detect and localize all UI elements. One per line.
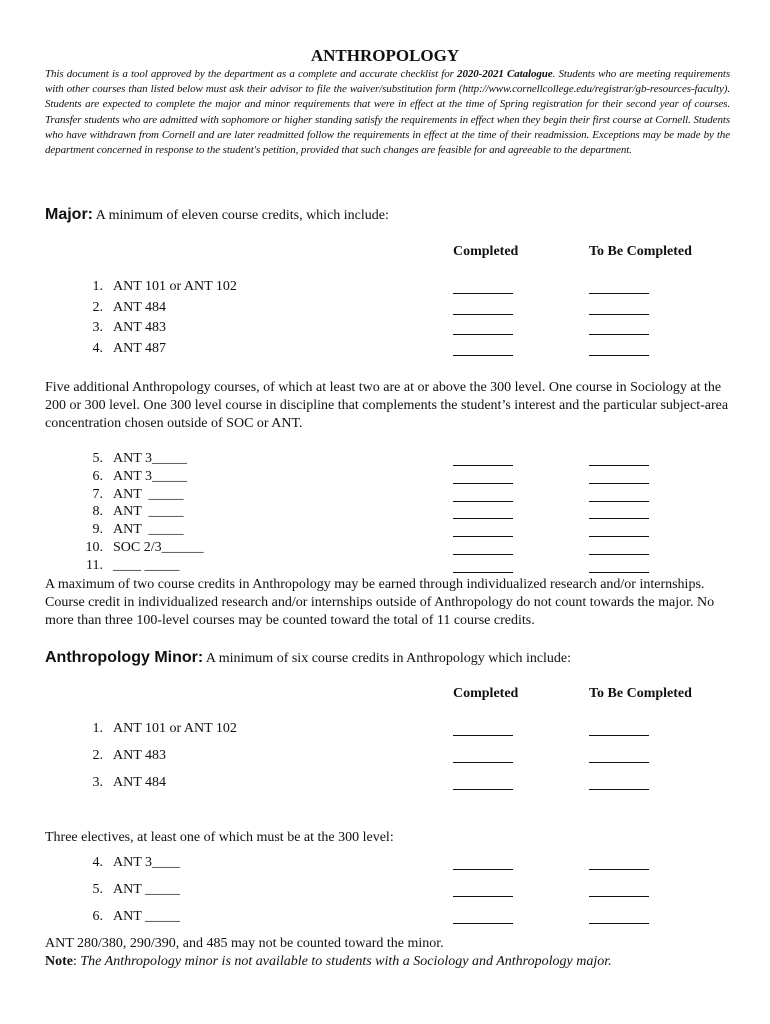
minor-completed-header: Completed	[453, 686, 519, 701]
minor-text: A minimum of six course credits in Anthropology which include:	[203, 651, 572, 666]
item-number: 2.	[92, 299, 103, 315]
to-be-completed-blank[interactable]	[589, 869, 649, 870]
item-number: 1.	[92, 279, 103, 294]
minor-electives-text: Three electives, at least one of which must be at the 300 level:	[45, 830, 394, 845]
completed-blank[interactable]	[453, 518, 513, 519]
item-number: 9.	[92, 522, 103, 538]
major-required-row	[0, 279, 770, 299]
completed-blank[interactable]	[453, 501, 513, 502]
completed-blank[interactable]	[453, 293, 513, 294]
completed-blank[interactable]	[453, 923, 513, 924]
item-number: 3.	[92, 775, 103, 790]
completed-blank[interactable]	[453, 869, 513, 870]
item-number: 5.	[92, 882, 103, 897]
item-number: 4.	[92, 340, 103, 356]
major-required-row	[0, 341, 770, 361]
course-label: ANT 101 or ANT 102	[113, 279, 237, 294]
completed-blank[interactable]	[453, 896, 513, 897]
to-be-completed-blank[interactable]	[589, 483, 649, 484]
minor-heading	[45, 649, 571, 667]
course-label: ANT 487	[113, 340, 167, 356]
minor-elective-row	[0, 855, 770, 875]
major-note: A maximum of two course credits in Anthropology may be earned through individualized research and/or internships. Course credit in individualized research and/or internships outside of Anthropology do not count towards the major. No more than three 100-level courses may be counted toward the total of 11 course credits.	[45, 577, 715, 628]
minor-restriction: ANT 280/380, 290/390, and 485 may not be counted toward the minor.	[45, 936, 444, 951]
minor-required-row	[0, 775, 770, 795]
major-label: Major:	[45, 206, 93, 223]
minor-required-row	[0, 748, 770, 768]
item-number: 7.	[92, 486, 103, 502]
completed-blank[interactable]	[453, 554, 513, 555]
minor-elective-row	[0, 909, 770, 929]
completed-blank[interactable]	[453, 536, 513, 537]
major-completed-header: Completed	[453, 244, 519, 259]
minor-required-row	[0, 721, 770, 741]
course-label: ANT _____	[113, 909, 181, 924]
item-number: 4.	[92, 855, 103, 870]
course-label: ____ _____	[113, 557, 180, 573]
intro-catalogue: 2020-2021 Catalogue	[457, 68, 553, 80]
minor-note-text: The Anthropology minor is not available to students with a Sociology and Anthropology major.	[80, 954, 612, 969]
to-be-completed-blank[interactable]	[589, 789, 649, 790]
course-label: SOC 2/3______	[113, 540, 204, 555]
completed-blank[interactable]	[453, 483, 513, 484]
major-required-row	[0, 320, 770, 340]
to-be-completed-blank[interactable]	[589, 735, 649, 736]
item-number: 11.	[86, 557, 103, 573]
minor-note: Note: The Anthropology minor is not available to students with a Sociology and Anthropology major.	[45, 954, 612, 969]
major-additional-text: Five additional Anthropology courses, of which at least two are at or above the 300 level. One course in Sociology at the 200 or 300 level. One 300 level course in discipline that complements the student’s interest and the particular subject-area concentration chosen outside of SOC or ANT.	[45, 380, 729, 431]
course-label: ANT _____	[113, 486, 184, 502]
item-number: 1.	[92, 721, 103, 736]
completed-blank[interactable]	[453, 465, 513, 466]
page-title: ANTHROPOLOGY	[310, 46, 460, 65]
to-be-completed-blank[interactable]	[589, 554, 649, 555]
course-label: ANT 484	[113, 299, 167, 315]
to-be-completed-blank[interactable]	[589, 501, 649, 502]
course-label: ANT 483	[113, 320, 167, 335]
to-be-completed-blank[interactable]	[589, 536, 649, 537]
to-be-completed-blank[interactable]	[589, 465, 649, 466]
completed-blank[interactable]	[453, 314, 513, 315]
course-label: ANT 483	[113, 748, 167, 763]
completed-blank[interactable]	[453, 789, 513, 790]
item-number: 6.	[92, 468, 103, 484]
intro-after: . Students who are meeting requirements with other courses than listed below must ask their advisor to file the waiver/substitution form (http://www.cornellcollege.edu/registrar/gb-resources-faculty). Students are expected to complete the major and minor requirements that were in effect at the time of Spring registration for their second year of courses. Transfer students who are admitted with sophomore or higher standing satisfy the requirements in effect when they begin their first course at Cornell. Students who have withdrawn from Cornell and are later readmitted follow the requirements in effect at the time of their readmission. Exceptions may be made by the department concerned in response to the student's petition, provided that such changes are feasible for and agreeable to the department.	[45, 68, 730, 157]
item-number: 2.	[92, 748, 103, 763]
course-label: ANT _____	[113, 882, 181, 897]
minor-label: Anthropology Minor:	[45, 649, 204, 666]
intro-before: This document is a tool approved by the department as a complete and accurate checklist for	[45, 68, 458, 80]
minor-to-be-completed-header: To Be Completed	[589, 686, 692, 701]
to-be-completed-blank[interactable]	[589, 355, 649, 356]
completed-blank[interactable]	[453, 762, 513, 763]
course-label: ANT 3____	[113, 855, 181, 870]
minor-elective-row	[0, 882, 770, 902]
to-be-completed-blank[interactable]	[589, 518, 649, 519]
major-additional-row	[0, 558, 770, 578]
course-label: ANT _____	[113, 522, 184, 538]
to-be-completed-blank[interactable]	[589, 923, 649, 924]
minor-note-label: Note	[45, 954, 73, 969]
major-heading	[45, 206, 389, 224]
completed-blank[interactable]	[453, 334, 513, 335]
to-be-completed-blank[interactable]	[589, 314, 649, 315]
to-be-completed-blank[interactable]	[589, 293, 649, 294]
course-label: ANT 3_____	[113, 451, 188, 466]
completed-blank[interactable]	[453, 355, 513, 356]
major-to-be-completed-header: To Be Completed	[589, 244, 692, 259]
to-be-completed-blank[interactable]	[589, 896, 649, 897]
to-be-completed-blank[interactable]	[589, 572, 649, 573]
completed-blank[interactable]	[453, 735, 513, 736]
item-number: 6.	[92, 909, 103, 924]
course-label: ANT 101 or ANT 102	[113, 721, 237, 736]
item-number: 5.	[92, 451, 103, 466]
major-required-row	[0, 300, 770, 320]
item-number: 10.	[85, 540, 103, 555]
intro-paragraph	[45, 67, 730, 158]
completed-blank[interactable]	[453, 572, 513, 573]
item-number: 3.	[92, 320, 103, 335]
major-text: A minimum of eleven course credits, which include:	[93, 208, 389, 223]
item-number: 8.	[92, 504, 103, 520]
to-be-completed-blank[interactable]	[589, 334, 649, 335]
course-label: ANT 484	[113, 775, 167, 790]
course-label: ANT 3_____	[113, 468, 188, 484]
to-be-completed-blank[interactable]	[589, 762, 649, 763]
course-label: ANT _____	[113, 504, 184, 520]
